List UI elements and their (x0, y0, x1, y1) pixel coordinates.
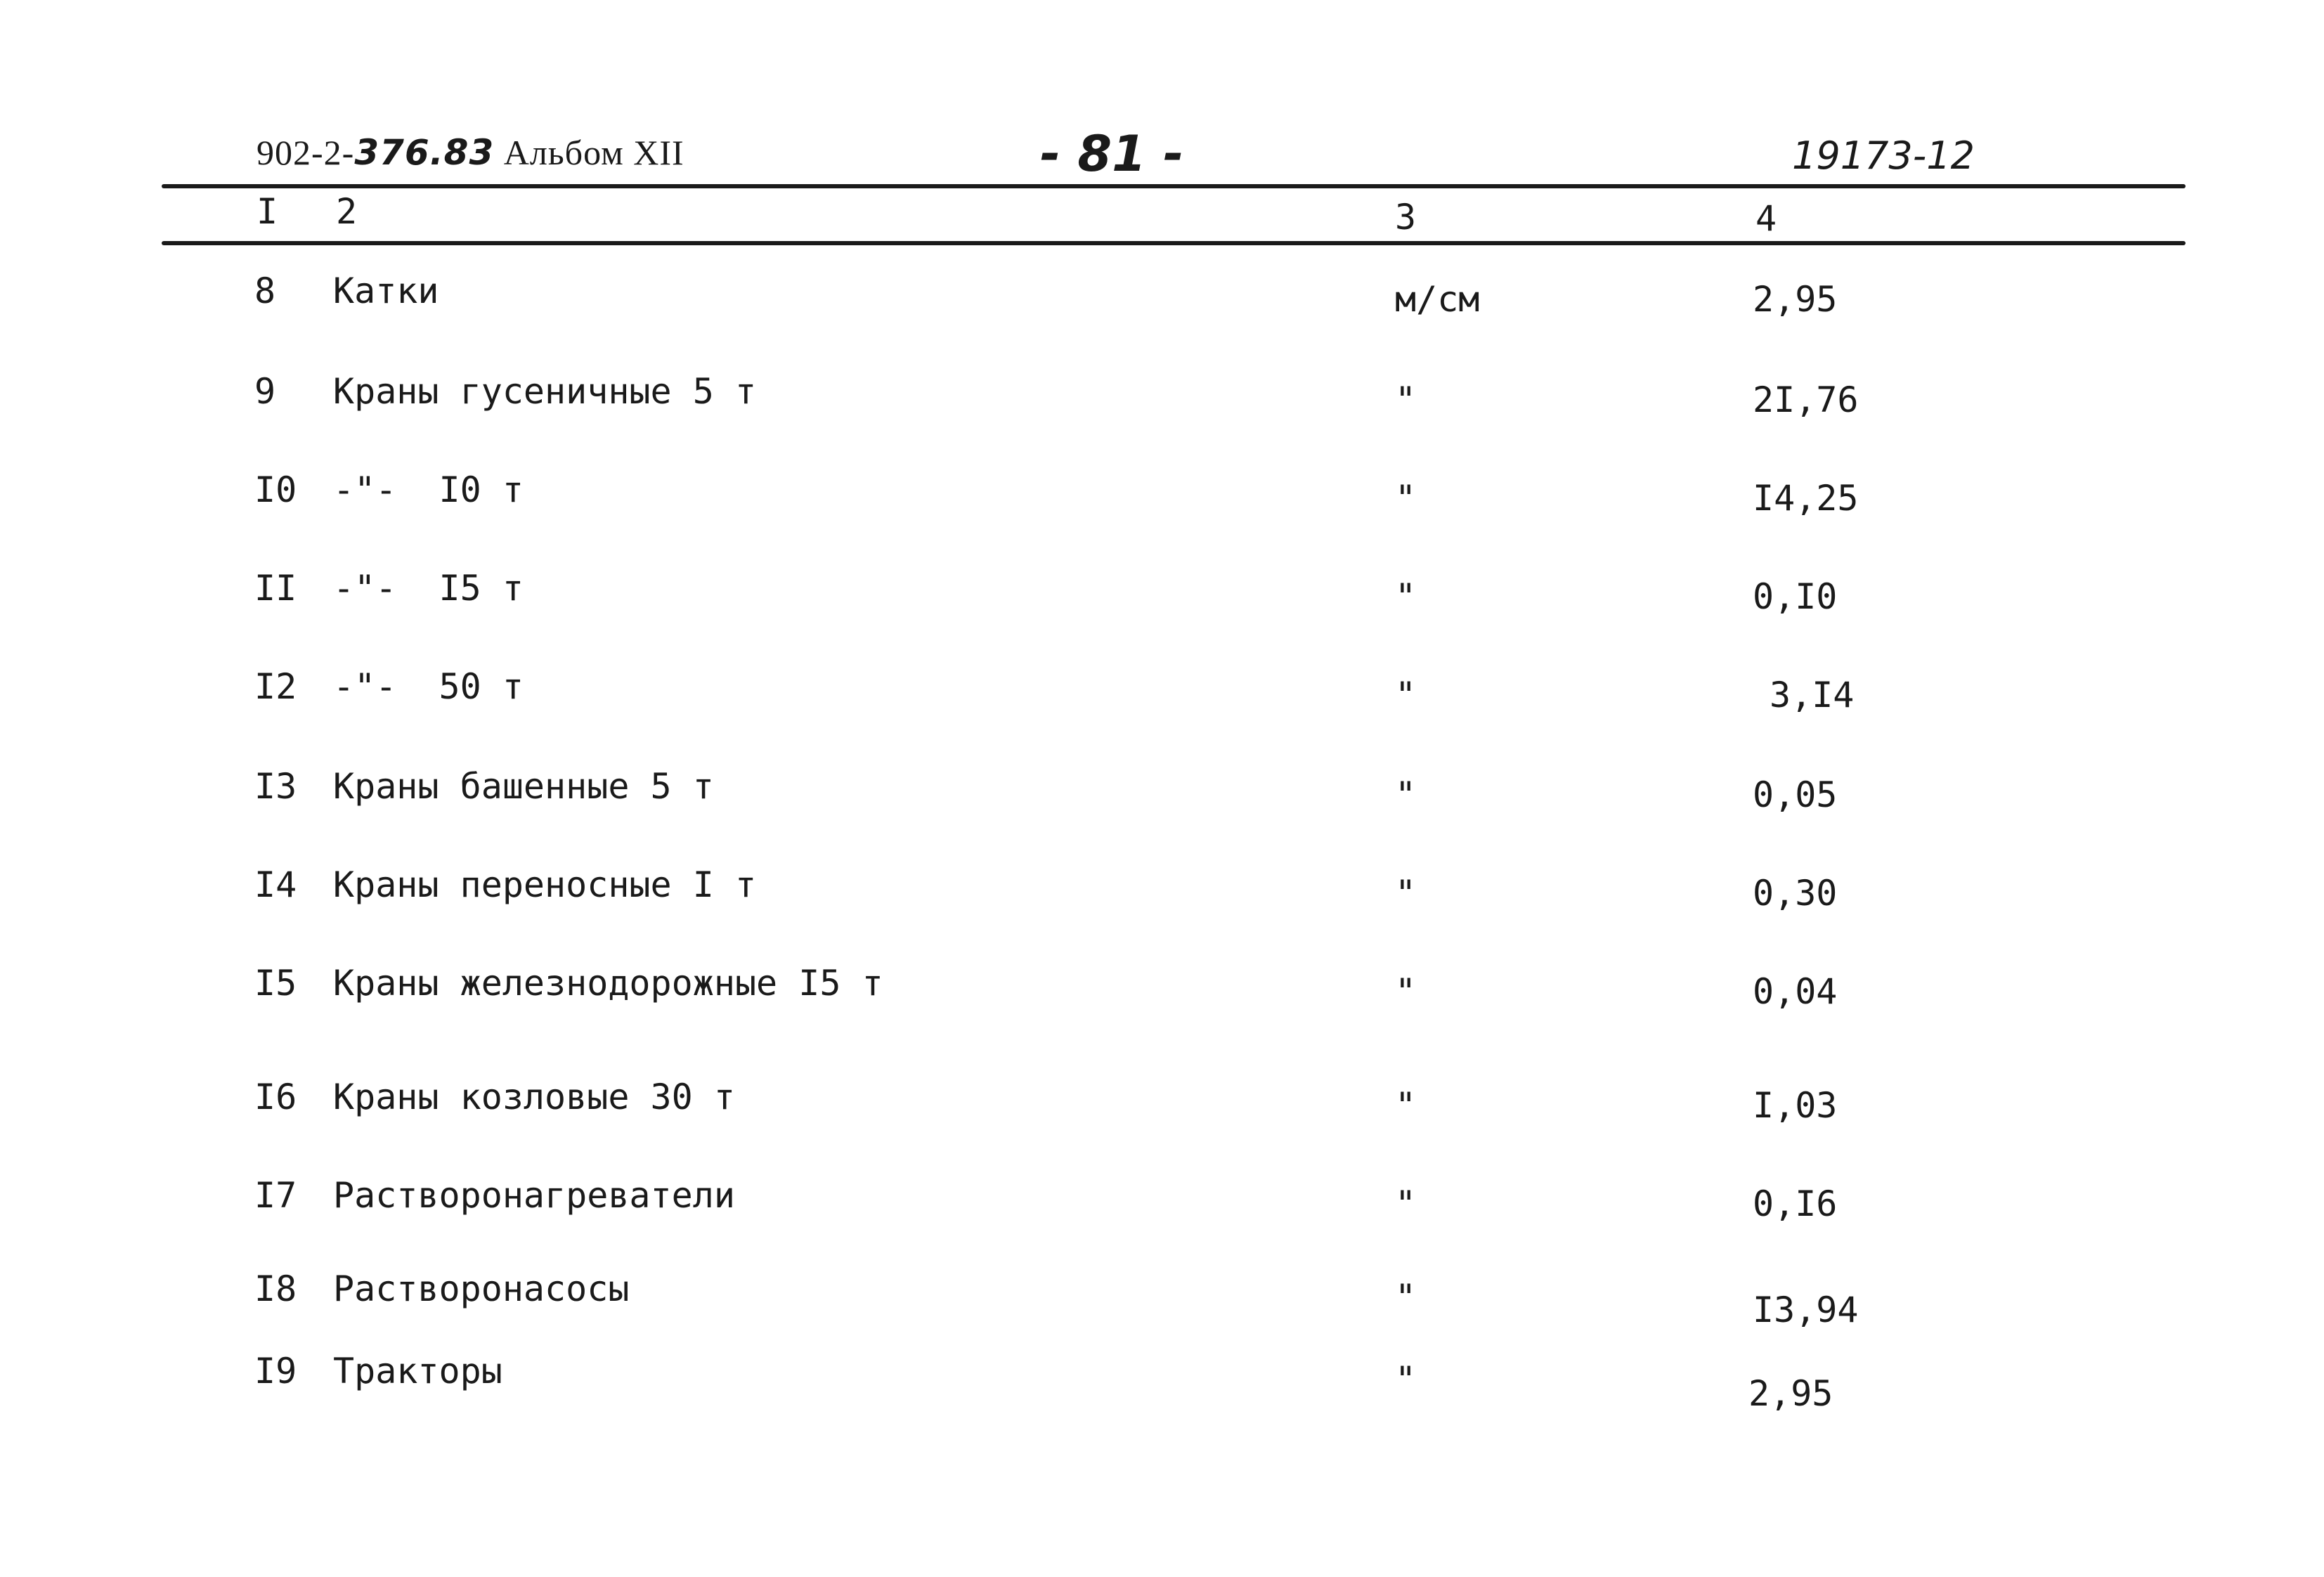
table-row (0, 469, 2324, 526)
row-name: Краны козловые 30 т (333, 1077, 735, 1117)
table-row (0, 1175, 2324, 1231)
row-number: I0 (254, 469, 297, 510)
row-value: 2I,76 (1753, 379, 1859, 420)
row-name: Катки (333, 271, 439, 311)
table-row (0, 666, 2324, 722)
row-value: I3,94 (1753, 1290, 1859, 1330)
table-row (0, 766, 2324, 822)
row-number: I9 (254, 1351, 297, 1391)
row-value: 2,95 (1748, 1373, 1833, 1414)
row-name: Краны переносные I т (333, 864, 757, 905)
row-unit: " (1395, 675, 1417, 715)
row-name: -"- I5 т (333, 568, 524, 609)
row-name: Растворонагреватели (333, 1175, 735, 1216)
table-header-rule (162, 241, 2186, 245)
row-number: I3 (254, 766, 297, 807)
table-top-rule (162, 184, 2186, 188)
row-number: I4 (254, 864, 297, 905)
row-unit: " (1395, 1085, 1417, 1126)
row-unit: " (1395, 1359, 1417, 1400)
column-header-4: 4 (1755, 198, 1777, 239)
table-row (0, 963, 2324, 1019)
album-label: Альбом XII (503, 133, 684, 172)
row-name: Краны железнодорожные I5 т (333, 963, 883, 1004)
row-number: 8 (254, 271, 276, 311)
row-unit: " (1395, 873, 1417, 914)
doc-code-handwritten: 376.83 (354, 132, 495, 173)
row-name: Краны башенные 5 т (333, 766, 714, 807)
table-row (0, 568, 2324, 624)
row-number: I5 (254, 963, 297, 1004)
table-row (0, 1268, 2324, 1330)
row-number: I8 (254, 1268, 297, 1309)
row-name: Тракторы (333, 1351, 502, 1391)
table-row (0, 271, 2324, 327)
column-header-1: I (257, 191, 278, 232)
row-value: 2,95 (1753, 279, 1838, 320)
table-row (0, 1077, 2324, 1133)
document-code (257, 132, 684, 173)
row-number: II (254, 568, 297, 609)
row-number: 9 (254, 371, 276, 412)
row-value: I4,25 (1753, 478, 1859, 519)
row-unit: " (1395, 1183, 1417, 1224)
row-number: I7 (254, 1175, 297, 1216)
row-unit: " (1395, 478, 1417, 519)
table-row (0, 1351, 2324, 1414)
doc-code-prefix: 902-2- (257, 133, 355, 172)
row-unit: " (1395, 1277, 1417, 1318)
row-name: Краны гусеничные 5 т (333, 371, 757, 412)
column-header-2: 2 (336, 191, 358, 232)
row-unit: м/см (1395, 279, 1480, 320)
row-number: I2 (254, 666, 297, 707)
row-value: 0,I0 (1753, 576, 1838, 617)
row-value: I,03 (1753, 1085, 1838, 1126)
sheet-id: 19173-12 (1792, 134, 1975, 178)
row-value: 0,30 (1753, 873, 1838, 914)
row-name: Растворонасосы (333, 1268, 630, 1309)
row-unit: " (1395, 971, 1417, 1012)
row-unit: " (1395, 379, 1417, 420)
column-header-3: 3 (1395, 197, 1417, 238)
row-name: -"- I0 т (333, 469, 524, 510)
row-unit: " (1395, 774, 1417, 815)
row-unit: " (1395, 576, 1417, 617)
page-number: - 81 - (1040, 125, 1184, 183)
row-value: 0,I6 (1753, 1183, 1838, 1224)
row-value: 0,05 (1753, 774, 1838, 815)
row-value: 3,I4 (1770, 675, 1855, 715)
table-row (0, 864, 2324, 921)
table-row (0, 371, 2324, 427)
row-name: -"- 50 т (333, 666, 524, 707)
row-number: I6 (254, 1077, 297, 1117)
row-value: 0,04 (1753, 971, 1838, 1012)
